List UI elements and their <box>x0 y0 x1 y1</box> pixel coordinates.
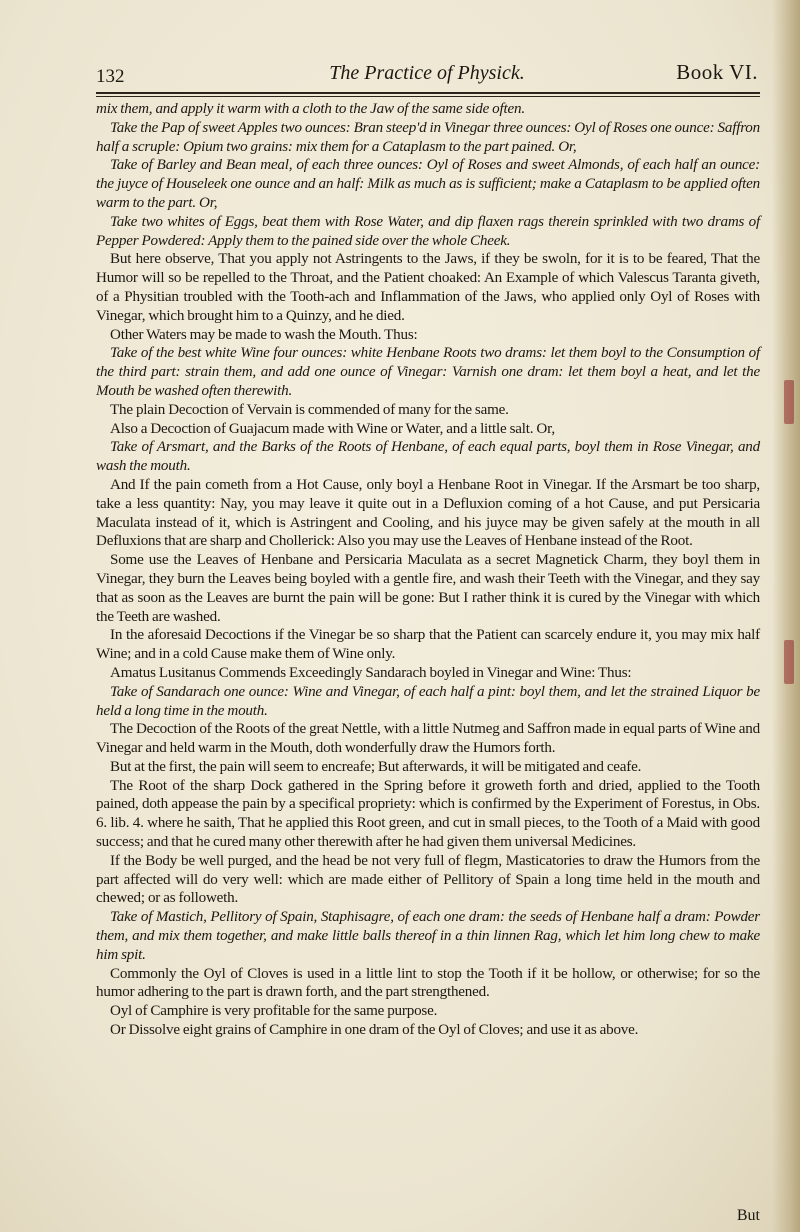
book-label: Book VI. <box>676 60 758 84</box>
body-text <box>96 100 760 1040</box>
paragraph: The Decoction of the Roots of the great Nettle, with a little Nutmeg and Saffron made in equal parts of Wine and Vinegar and held warm in the Mouth, doth wonderfully draw the Humors forth. <box>96 721 760 757</box>
header-rule <box>96 92 760 94</box>
page-edge-shadow <box>772 0 800 1232</box>
paragraph: The Root of the sharp Dock gathered in the Spring before it groweth forth and dried, applied to the Tooth pained, doth appease the pain by a specifical propriety: which is confirmed by the Experiment of Forestus, in Obs. 6. lib. 4. where he saith, That he applied this Root green, and cut in small pieces, to the Tooth of a Maid with good success; and that he cured many other therewith after he had given them universal Medicines. <box>96 777 760 851</box>
paragraph: Also a Decoction of Guajacum made with Wine or Water, and a little salt. Or, <box>110 420 555 437</box>
paragraph: mix them, and apply it warm with a cloth to the Jaw of the same side often. <box>96 101 525 117</box>
paragraph: And If the pain cometh from a Hot Cause, only boyl a Henbane Root in Vinegar. If the Arsmart be too sharp, take a less quantity: Nay, you may leave it quite out in a Defluxion coming of a hot Cause, and put Persicaria Maculata instead of it, which is Astringent and Cooling, and his juyce may be given safely at the mouth in all Defluxions that are sharp and Chollerick: Also you may use the Leaves of Henbane instead of the Root. <box>96 476 760 550</box>
paragraph: Take the Pap of sweet Apples two ounces: Bran steep'd in Vinegar three ounces: Oyl of Roses one ounce: Saffron half a scruple: Opium two grains: mix them for a Cataplasm to the part pained. Or, <box>96 119 760 155</box>
header-rule-thin <box>96 96 760 97</box>
paragraph: The plain Decoction of Vervain is commended of many for the same. <box>110 401 509 418</box>
paragraph: Amatus Lusitanus Commends Exceedingly Sandarach boyled in Vinegar and Wine: Thus: <box>110 664 632 681</box>
paragraph: But here observe, That you apply not Astringents to the Jaws, if they be swoln, for it is to be feared, That the Humor will so be repelled to the Throat, and the Patient choaked: An Example of which Valescus Taranta giveth, of a Physitian troubled with the Tooth-ach and Inflammation of the Jaws, who applied only Oyl of Roses with Vinegar, which brought him to a Quinzy, and he died. <box>96 251 760 324</box>
paragraph: But at the first, the pain will seem to encreafe; But afterwards, it will be mitigated and ceafe. <box>110 758 642 775</box>
page-header <box>96 58 758 92</box>
paragraph: Take of Barley and Bean meal, of each three ounces: Oyl of Roses and sweet Almonds, of each half an ounce: the juyce of Houseleek one ounce and an half: Milk as much as is sufficient; make a Cataplasm to be applied often warm to the part. Or, <box>96 157 760 211</box>
paragraph: Oyl of Camphire is very profitable for the same purpose. <box>110 1003 438 1020</box>
paragraph: If the Body be well purged, and the head be not very full of flegm, Masticatories to draw the Humors from the part affected will do very well: which are made either of Pellitory of Spain a long time held in the mouth and chewed; or as followeth. <box>96 852 760 907</box>
paragraph: Take of the best white Wine four ounces: white Henbane Roots two drams: let them boyl to the Consumption of the third part: strain them, and add one ounce of Vinegar: Varnish one dram: let them boyl a heat, and let the Mouth be washed often therewith. <box>96 345 760 399</box>
catchword: But <box>736 1207 760 1224</box>
edge-stain <box>784 380 794 424</box>
edge-stain <box>784 640 794 684</box>
paragraph: Some use the Leaves of Henbane and Persicaria Maculata as a secret Magnetick Charm, they boyl them in Vinegar, they burn the Leaves being boyled with a gentle fire, and wash their Teeth with the Vinegar, and they say that as soon as the Leaves are burnt the pain will be gone: But I rather think it is cured by the Vinegar with which the Teeth are washed. <box>96 552 760 625</box>
running-title: The Practice of Physick. <box>329 62 525 84</box>
paragraph: Take of Arsmart, and the Barks of the Roots of Henbane, of each equal parts, boyl them in Rose Vinegar, and wash the mouth. <box>96 439 760 475</box>
paragraph: Or Dissolve eight grains of Camphire in one dram of the Oyl of Cloves; and use it as above. <box>110 1022 639 1039</box>
paragraph: Take of Mastich, Pellitory of Spain, Staphisagre, of each one dram: the seeds of Henbane half a dram: Powder them, and mix them together, and make little balls thereof in a thin linnen Rag, which let him long chew to make him spit. <box>96 909 760 963</box>
paragraph: Other Waters may be made to wash the Mouth. Thus: <box>110 326 418 343</box>
page-number: 132 <box>96 66 125 87</box>
paragraph: Take of Sandarach one ounce: Wine and Vinegar, of each half a pint: boyl them, and let the strained Liquor be held a long time in the mouth. <box>96 683 760 719</box>
paragraph: Commonly the Oyl of Cloves is used in a little lint to stop the Tooth if it be hollow, or otherwise; for so the humor adhering to the part is drawn forth, and the part strengthened. <box>96 965 760 1001</box>
paragraph: Take two whites of Eggs, beat them with Rose Water, and dip flaxen rags therein sprinkled with two drams of Pepper Powdered: Apply them to the pained side over the whole Cheek. <box>96 213 760 249</box>
paragraph: In the aforesaid Decoctions if the Vinegar be so sharp that the Patient can scarcely endure it, you may mix half Wine; and in a cold Cause make them of Wine only. <box>96 627 760 663</box>
